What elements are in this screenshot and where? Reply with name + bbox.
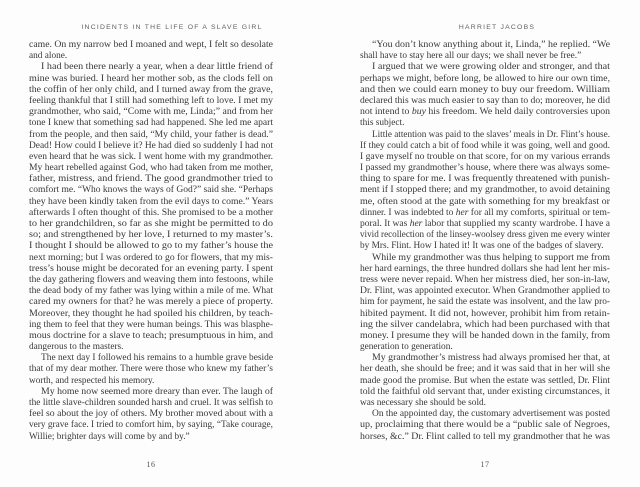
text-line: horses, &c.” Dr. Flint called to tell my grandmother that he was [360, 431, 610, 442]
text-line: grandmother, who said, “Come with me, Linda;” and from her [29, 107, 273, 118]
running-header-right: HARRIET JACOBS [458, 24, 536, 31]
text-line: hibited payment. It did not, however, prohibit him from retain- [360, 308, 610, 319]
text-line: Dr. Flint, was appointed executor. When Grandmother applied to [360, 286, 610, 297]
text-line: from the people, and then said, “My child, your father is dead.” [29, 129, 273, 140]
text-line: Little attention was paid to the slaves’ meals in Dr. Flint’s house. [372, 129, 610, 140]
text-line: tress’s house might be decorated for an evening party. I spent [29, 263, 273, 274]
text-line: even heard that he was sick. I went home with my grandmother. [29, 151, 273, 162]
text-line: the little slave-children sounded harsh and cruel. It was selfish to [29, 398, 273, 408]
left-page-text [29, 40, 273, 443]
text-line: Moreover, they thought he had spoiled his children, by teach- [29, 308, 273, 319]
text-line: that of my dear mother. There were those who knew my father’s [29, 364, 273, 375]
text-line: me, often stood at the gate with something for my breakfast or [360, 196, 610, 207]
text-line: generation to generation. [360, 342, 453, 353]
page-number-left: 16 [146, 460, 156, 469]
text-line: Dead! How could I believe it? He had died so suddenly I had not [29, 140, 273, 151]
text-line: the coffin of her only child, and I turned away from the grave, [29, 84, 273, 95]
text-line: ing them to feel that they were human beings. This was blasphe- [29, 319, 273, 330]
text-line: On the appointed day, the customary advertisement was posted [372, 409, 610, 420]
text-line: mine was buried. I heard her mother sob, as the clods fell on [29, 73, 273, 84]
text-line: father, mistress, and friend. The good grandmother tried to [29, 174, 273, 185]
text-line: I passed my grandmother’s house, where there was always some- [360, 163, 610, 174]
running-header-left: INCIDENTS IN THE LIFE OF A SLAVE GIRL [81, 24, 263, 31]
text-line: I thought I should be allowed to go to my father’s house the [29, 241, 273, 252]
text-line: money. I presume they will be handed down in the family, from [360, 330, 610, 341]
text-line: While my grandmother was thus helping to support me from [372, 252, 610, 263]
text-line: the day gathering flowers and weaving them into festoons, while [29, 274, 273, 285]
text-line: very grave face. I tried to comfort him, by saying, “Take courage, [29, 420, 273, 431]
text-line: I argued that we were growing older and stronger, and that [372, 62, 610, 73]
text-line: declared this was much easier to say than to do; moreover, he did [360, 95, 610, 106]
text-line: afterwards I often thought of this. She promised to be a mother [29, 207, 273, 218]
text-line: My home now seemed more dreary than ever. The laugh of [41, 386, 273, 397]
text-line: “You don’t know anything about it, Linda,” he replied. “We [372, 40, 610, 50]
text-line: My heart rebelled against God, who had taken from me mother, [29, 163, 273, 174]
text-line: perhaps we might, before long, be allowed to hire our own time, [360, 73, 610, 84]
text-line: told the faithful old servant that, under existing circumstances, it [360, 386, 610, 397]
text-line: feel so about the joy of others. My brother moved about with a [29, 409, 273, 420]
text-line: poral. It was her labor that supplied my scanty wardrobe. I have a [360, 219, 610, 229]
text-line: I gave myself no trouble on that score, for on my various errands [360, 151, 610, 162]
text-line: If they could catch a bit of food while it was going, well and good. [360, 140, 610, 151]
text-line: him for payment, he said the estate was insolvent, and the law pro- [360, 297, 610, 308]
text-line: dangerous to the masters. [29, 342, 124, 353]
text-line: her hard earnings, the three hundred dollars she had lent her mis- [360, 263, 610, 274]
text-line: Willie; brighter days will come by and by.” [29, 431, 190, 442]
text-line: shall have to stay here all our days; we shall never be free.” [360, 51, 582, 62]
text-line: dinner. I was indebted to her for all my comforts, spiritual or tem- [360, 207, 610, 218]
text-line: My grandmother’s mistress had always promised her that, at [372, 353, 610, 364]
text-line: vivid recollection of the linsey-woolsey dress given me every winter [360, 230, 610, 241]
text-line: thing to spare for me. I was frequently threatened with punish- [360, 174, 610, 185]
text-line: and then we could earn money to buy our freedom. William [360, 84, 610, 95]
text-line: ment if I stopped there; and my grandmother, to avoid detaining [360, 185, 610, 196]
text-line: the dead body of my father was lying within a mile of me. What [29, 286, 273, 297]
text-line: and alone. [29, 51, 68, 62]
text-line: this subject. [360, 118, 405, 129]
text-line: mous doctrine for a slave to teach; presumptuous in him, and [29, 330, 273, 341]
text-line: worth, and respected his memory. [29, 375, 155, 386]
text-line: was necessary she should be sold. [360, 398, 486, 408]
text-line: tress were never repaid. When her mistress died, her son-in-law, [360, 274, 610, 285]
text-line: cared my owners for that? he was merely a piece of property. [29, 297, 273, 308]
text-line: The next day I followed his remains to a humble grave beside [41, 353, 273, 364]
page-number-right: 17 [480, 460, 490, 469]
text-line: so; and strengthened by her love, I returned to my master’s. [29, 230, 273, 241]
text-line: her death, she should be free; and it was said that in her will she [360, 364, 610, 375]
text-line: next morning; but I was ordered to go for flowers, that my mis- [29, 252, 273, 263]
text-line: I had been there nearly a year, when a dear little friend of [41, 62, 273, 73]
text-line: came. On my narrow bed I moaned and wept, I felt so desolate [29, 40, 273, 50]
text-line: feeling thankful that I still had something left to love. I met my [29, 95, 273, 106]
text-line: tone I knew that something sad had happened. She led me apart [29, 118, 273, 129]
text-line: ing the silver candelabra, which had been purchased with that [360, 319, 610, 330]
text-line: comfort me. “Who knows the ways of God?” said she. “Perhaps [29, 185, 273, 196]
text-line: they have been kindly taken from the evil days to come.” Years [29, 196, 273, 207]
text-line: made good the promise. But when the estate was settled, Dr. Flint [360, 375, 610, 386]
text-line: by Mrs. Flint. How I hated it! It was one of the badges of slavery. [360, 241, 604, 252]
text-line: not intend to buy his freedom. We held daily controversies upon [360, 107, 610, 118]
text-line: to her grandchildren, so far as she might be permitted to do [29, 219, 273, 229]
right-page-text [360, 40, 610, 443]
text-line: up, proclaiming that there would be a “public sale of Negroes, [360, 420, 610, 431]
